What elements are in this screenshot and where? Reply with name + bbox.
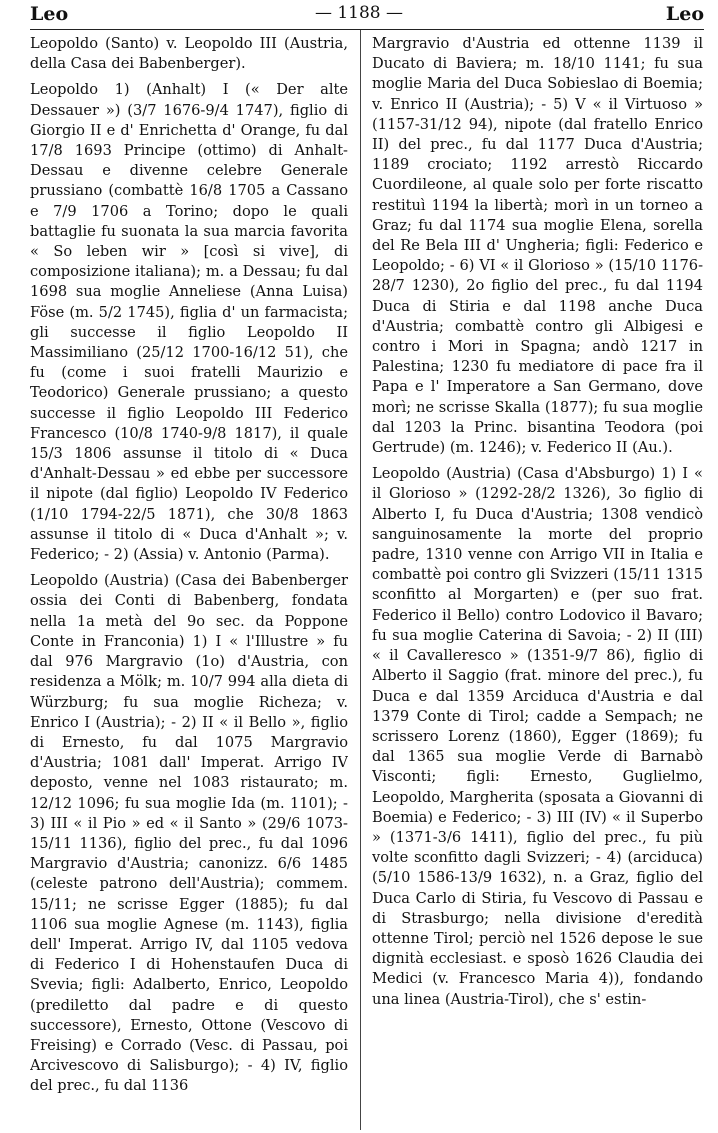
header-rule [30, 29, 704, 30]
entry-continuation-babenberger [372, 34, 703, 458]
entry-leopoldo-anhalt [30, 80, 348, 565]
entry-text: Leopoldo 1) (Anhalt) I (« Der alte Dessauer ») (3/7 1676-9/4 1747), figlio di Giorgio II e d' Enrichetta d' Orange, fu dal 17/8 1693 Principe (ottimo) di Anhalt-Dessau e divenne celebre Generale prussiano (combattè 16/8 1705 a Cassano e 7/9 1706 a Torino; dopo le quali battaglie fu suonata la sua marcia favorita « So leben wir » [così si vive], di composizione italiana); m. a Dessau; fu dal 1698 sua moglie Anneliese (Anna Luisa) Föse (m. 5/2 1745), figlia d' un farmacista; gli successe il figlio Leopoldo II Massimiliano (25/12 1700-16/12 51), che fu (come i suoi fratelli Maurizio e Teodorico) Generale prussiano; a questo successe il figlio Leopoldo III Federico Francesco (10/8 1740-9/8 1817), il quale 15/3 1806 assunse il titolo di « Duca d'Anhalt-Dessau » ed ebbe per successore il nipote (dal figlio) Leopoldo IV Federico (1/10 1794-22/5 1871), che 30/8 1863 assunse il titolo di « Duca d'Anhalt »; v. Federico; - 2) (Assia) v. Antonio (Parma). [30, 81, 348, 564]
left-column [30, 34, 348, 1126]
right-column [372, 34, 703, 1126]
header-left-word: Leo [30, 3, 69, 25]
entry-text: Leopoldo (Austria) (Casa d'Absburgo) 1) I « il Glorioso » (1292-28/2 1326), 3o figlio di Alberto I, fu Duca d'Austria; 1308 vendicò sanguinosamente la morte del proprio padre, 1310 venne con Arrigo VII in Italia e combattè poi contro gli Svizzeri (15/11 1315 sconfitto al Morgarten) e (per suo frat. Federico il Bello) contro Lodovico il Bavaro; fu sua moglie Caterina di Savoia; - 2) II (III) « il Cavalleresco » (1351-9/7 86), figlio di Alberto il Saggio (frat. minore del prec.), fu Duca e dal 1359 Arciduca d'Austria e dal 1379 Conte di Tirol; cadde a Sempach; ne scrissero Lorenz (1860), Egger (1869); fu dal 1365 sua moglie Verde di Barnabò Visconti; figli: Ernesto, Guglielmo, Leopoldo, Margherita (sposata a Giovanni di Boemia) e Federico; - 3) III (IV) « il Superbo » (1371-3/6 1411), figlio del prec., fu più volte sconfitto dagli Svizzeri; - 4) (arciduca) (5/10 1586-13/9 1632), n. a Graz, figlio del Duca Carlo di Stiria, fu Vescovo di Passau e di Strasburgo; nella divisione d'eredità ottenne Tirol; perciò nel 1526 depose le sue dignità ecclesiast. e sposò 1626 Claudia dei Medici (v. Francesco Maria 4)), fondando una linea (Austria-Tirol), che s' estin- [372, 465, 703, 1008]
entry-text: Leopoldo (Austria) (Casa dei Babenberger ossia dei Conti di Babenberg, fondata nella 1a metà del 9o sec. da Poppone Conte in Franconia) 1) I « l'Illustre » fu dal 976 Margravio (1o) d'Austria, con residenza a Mölk; m. 10/7 994 alla dieta di Würzburg; fu sua moglie Richeza; v. Enrico I (Austria); - 2) II « il Bello », figlio di Ernesto, fu dal 1075 Margravio d'Austria; 1081 dall' Imperat. Arrigo IV deposto, venne nel 1083 ristaurato; m. 12/12 1096; fu sua moglie Ida (m. 1101); - 3) III « il Pio » ed « il Santo » (29/6 1073-15/11 1136), figlio del prec., fu dal 1096 Margravio d'Austria; canonizz. 6/6 1485 (celeste patrono dell'Austria); commem. 15/11; ne scrisse Egger (1885); fu dal 1106 sua moglie Agnese (m. 1143), figlia dell' Imperat. Arrigo IV, dal 1105 vedova di Federico I di Hohenstaufen Duca di Svevia; figli: Adalberto, Enrico, Leopoldo (prediletto dal padre e di questo successore), Ernesto, Ottone (Vescovo di Freising) e Corrado (Vesc. di Passau, poi Arcivescovo di Salisburgo); - 4) IV, figlio del prec., fu dal 1136 [30, 572, 348, 1095]
running-header [0, 0, 718, 30]
column-divider [360, 30, 361, 1130]
page-number: — 1188 — [314, 3, 404, 23]
header-right-word: Leo [665, 3, 704, 25]
entry-text: Margravio d'Austria ed ottenne 1139 il Ducato di Baviera; m. 18/10 1141; fu sua moglie Maria del Duca Sobieslao di Boemia; v. Enrico II (Austria); - 5) V « il Virtuoso » (1157-31/12 94), nipote (dal fratello Enrico II) del prec., fu dal 1177 Duca d'Austria; 1189 crociato; 1192 arrestò Riccardo Cuordileone, al quale solo per forte riscatto restituì 1194 la libertà; morì in un torneo a Graz; fu dal 1174 sua moglie Elena, sorella del Re Bela III d' Ungheria; figli: Federico e Leopoldo; - 6) VI « il Glorioso » (15/10 1176-28/7 1230), 2o figlio del prec., fu dal 1194 Duca di Stiria e dal 1198 anche Duca d'Austria; combattè contro gli Albigesi e contro i Mori in Spagna; andò 1217 in Palestina; 1230 fu mediatore di pace fra il Papa e l' Imperatore a San Germano, dove morì; ne scrisse Skalla (1877); fu sua moglie dal 1203 la Princ. bisantina Teodora (poi Gertrude) (m. 1246); v. Federico II (Au.). [372, 35, 703, 457]
entry-leopoldo-austria-babenberger [30, 571, 348, 1096]
entry-leopoldo-santo [30, 34, 348, 74]
entry-text: Leopoldo (Santo) v. Leopoldo III (Austria, della Casa dei Babenberger). [30, 35, 348, 73]
entry-leopoldo-austria-absburgo [372, 464, 703, 1009]
